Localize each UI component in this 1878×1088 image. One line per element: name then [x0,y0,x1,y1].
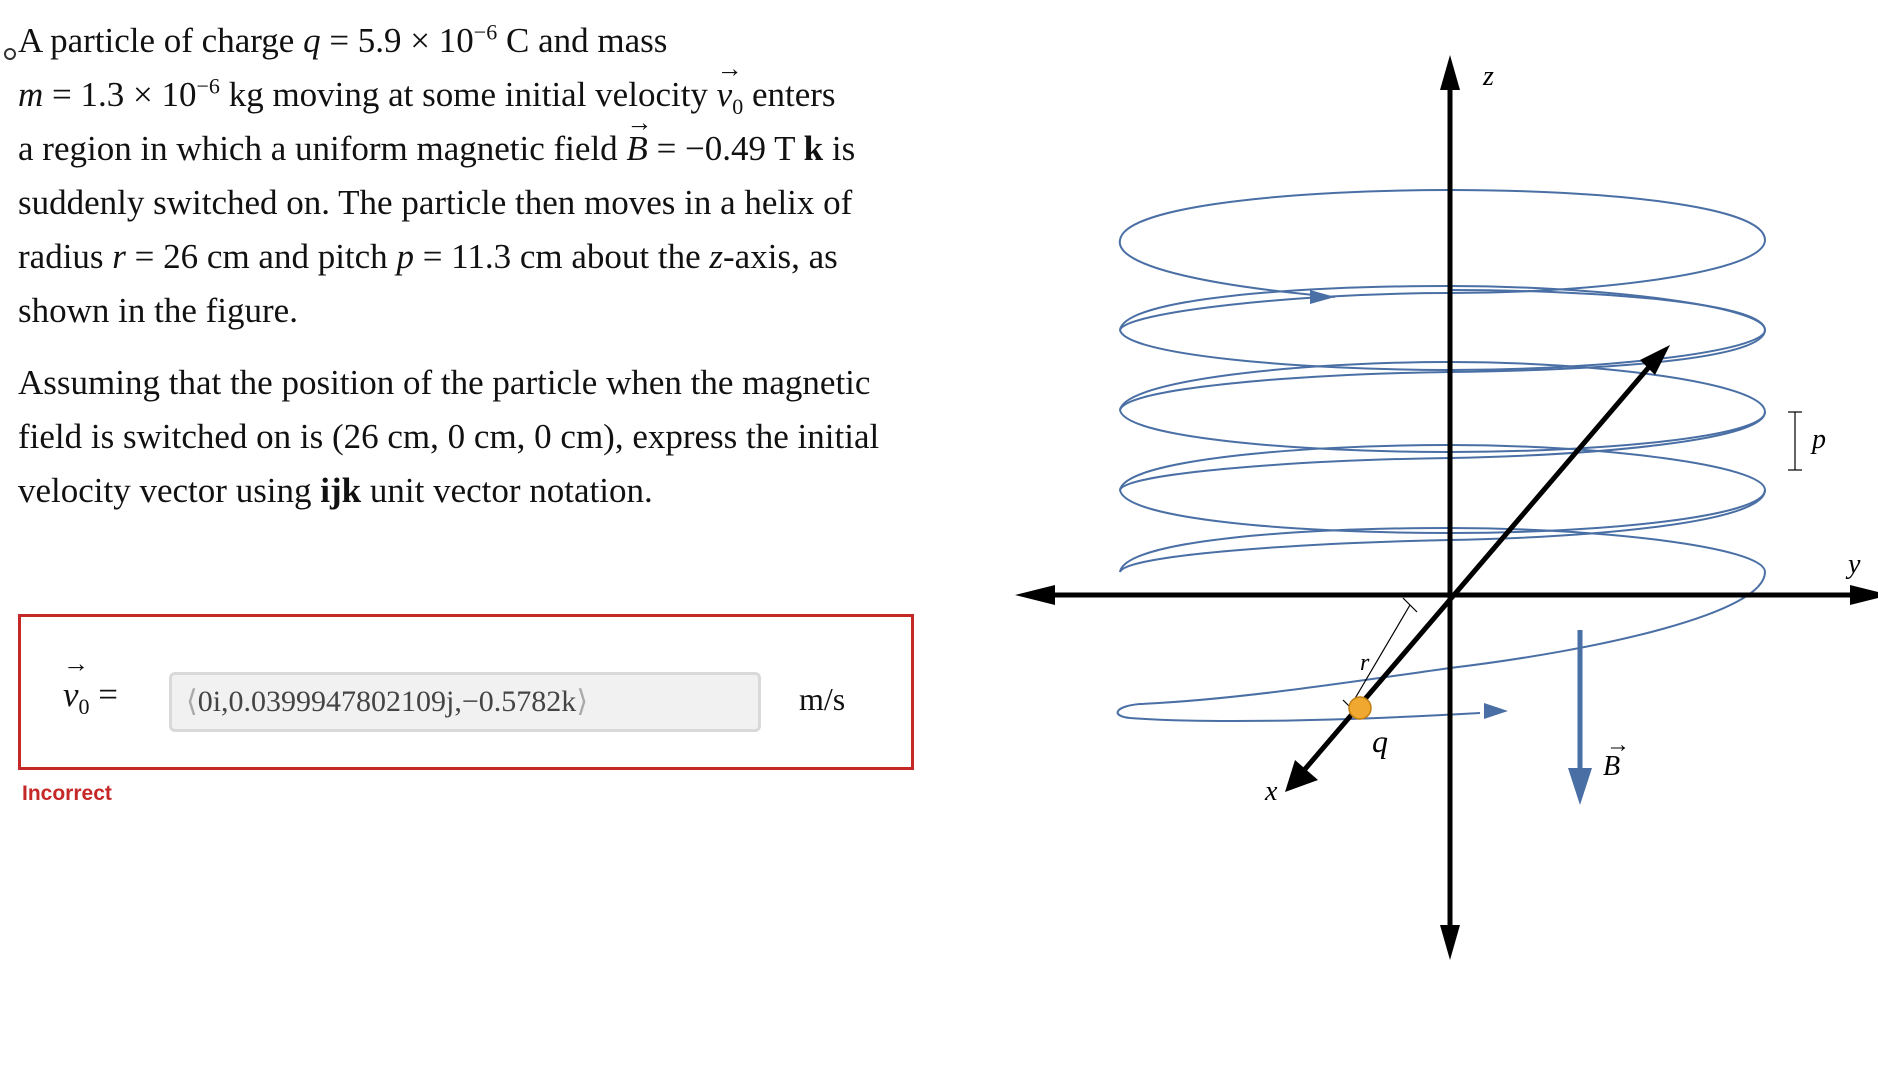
b-vector-arrow-icon: → [1606,732,1630,758]
problem-paragraph-2: Assuming that the position of the particle when the magnetic field is switched on is (26 cm, 0 cm, 0 cm), express the initial velocity vector using ijk unit vector notation. [18,363,880,510]
particle [1349,697,1371,719]
label-q: q [1372,723,1388,759]
answer-box [18,614,914,770]
b-field-arrowhead-icon [1568,768,1592,805]
radius-dimension [1343,598,1417,714]
answer-value: 0i,0.0399947802109j,−0.5782k [197,685,577,718]
z-axis-arrow-down-icon [1440,925,1460,960]
label-y: y [1848,549,1861,580]
helix-arrowhead-top [1310,290,1335,304]
answer-label: → $v_0$ = [63,675,118,715]
helix-arrowhead-bottom [1484,703,1508,719]
problem-statement [18,14,918,518]
helix-curve [1118,190,1765,721]
label-r: r [1360,650,1370,676]
problem-paragraph-1: A particle of charge $q = 5.9 \times 10^{-6}$ C and mass $m = 1.3 \times 10^{-6}$ kg moving at some initial velocity → $v_0$ enters a region in which a uniform magnetic field → B = −0.49 T k is suddenly switched on. The particle then moves in a helix of radius r = 26 cm and pitch p = 11.3 cm about the z-axis, as shown in the figure. [18,14,918,338]
y-axis-arrow-left-icon [1015,585,1055,605]
close-bracket: ⟩ [576,685,589,718]
label-x: x [1265,776,1278,807]
label-z: z [1483,61,1494,92]
y-axis-arrow-right-icon [1850,585,1878,605]
label-b: B [1603,751,1621,782]
z-axis-arrow-up-icon [1440,55,1460,90]
pitch-dimension [1788,412,1802,470]
answer-status: Incorrect [22,782,112,805]
helix-figure [990,0,1878,1000]
velocity-answer-field[interactable] [169,672,761,732]
x-axis-arrow-front-icon [1285,760,1318,792]
label-p: p [1812,424,1826,455]
bullet-icon [4,48,16,60]
answer-unit: m/s [799,681,846,717]
open-bracket: ⟨ [186,685,198,718]
